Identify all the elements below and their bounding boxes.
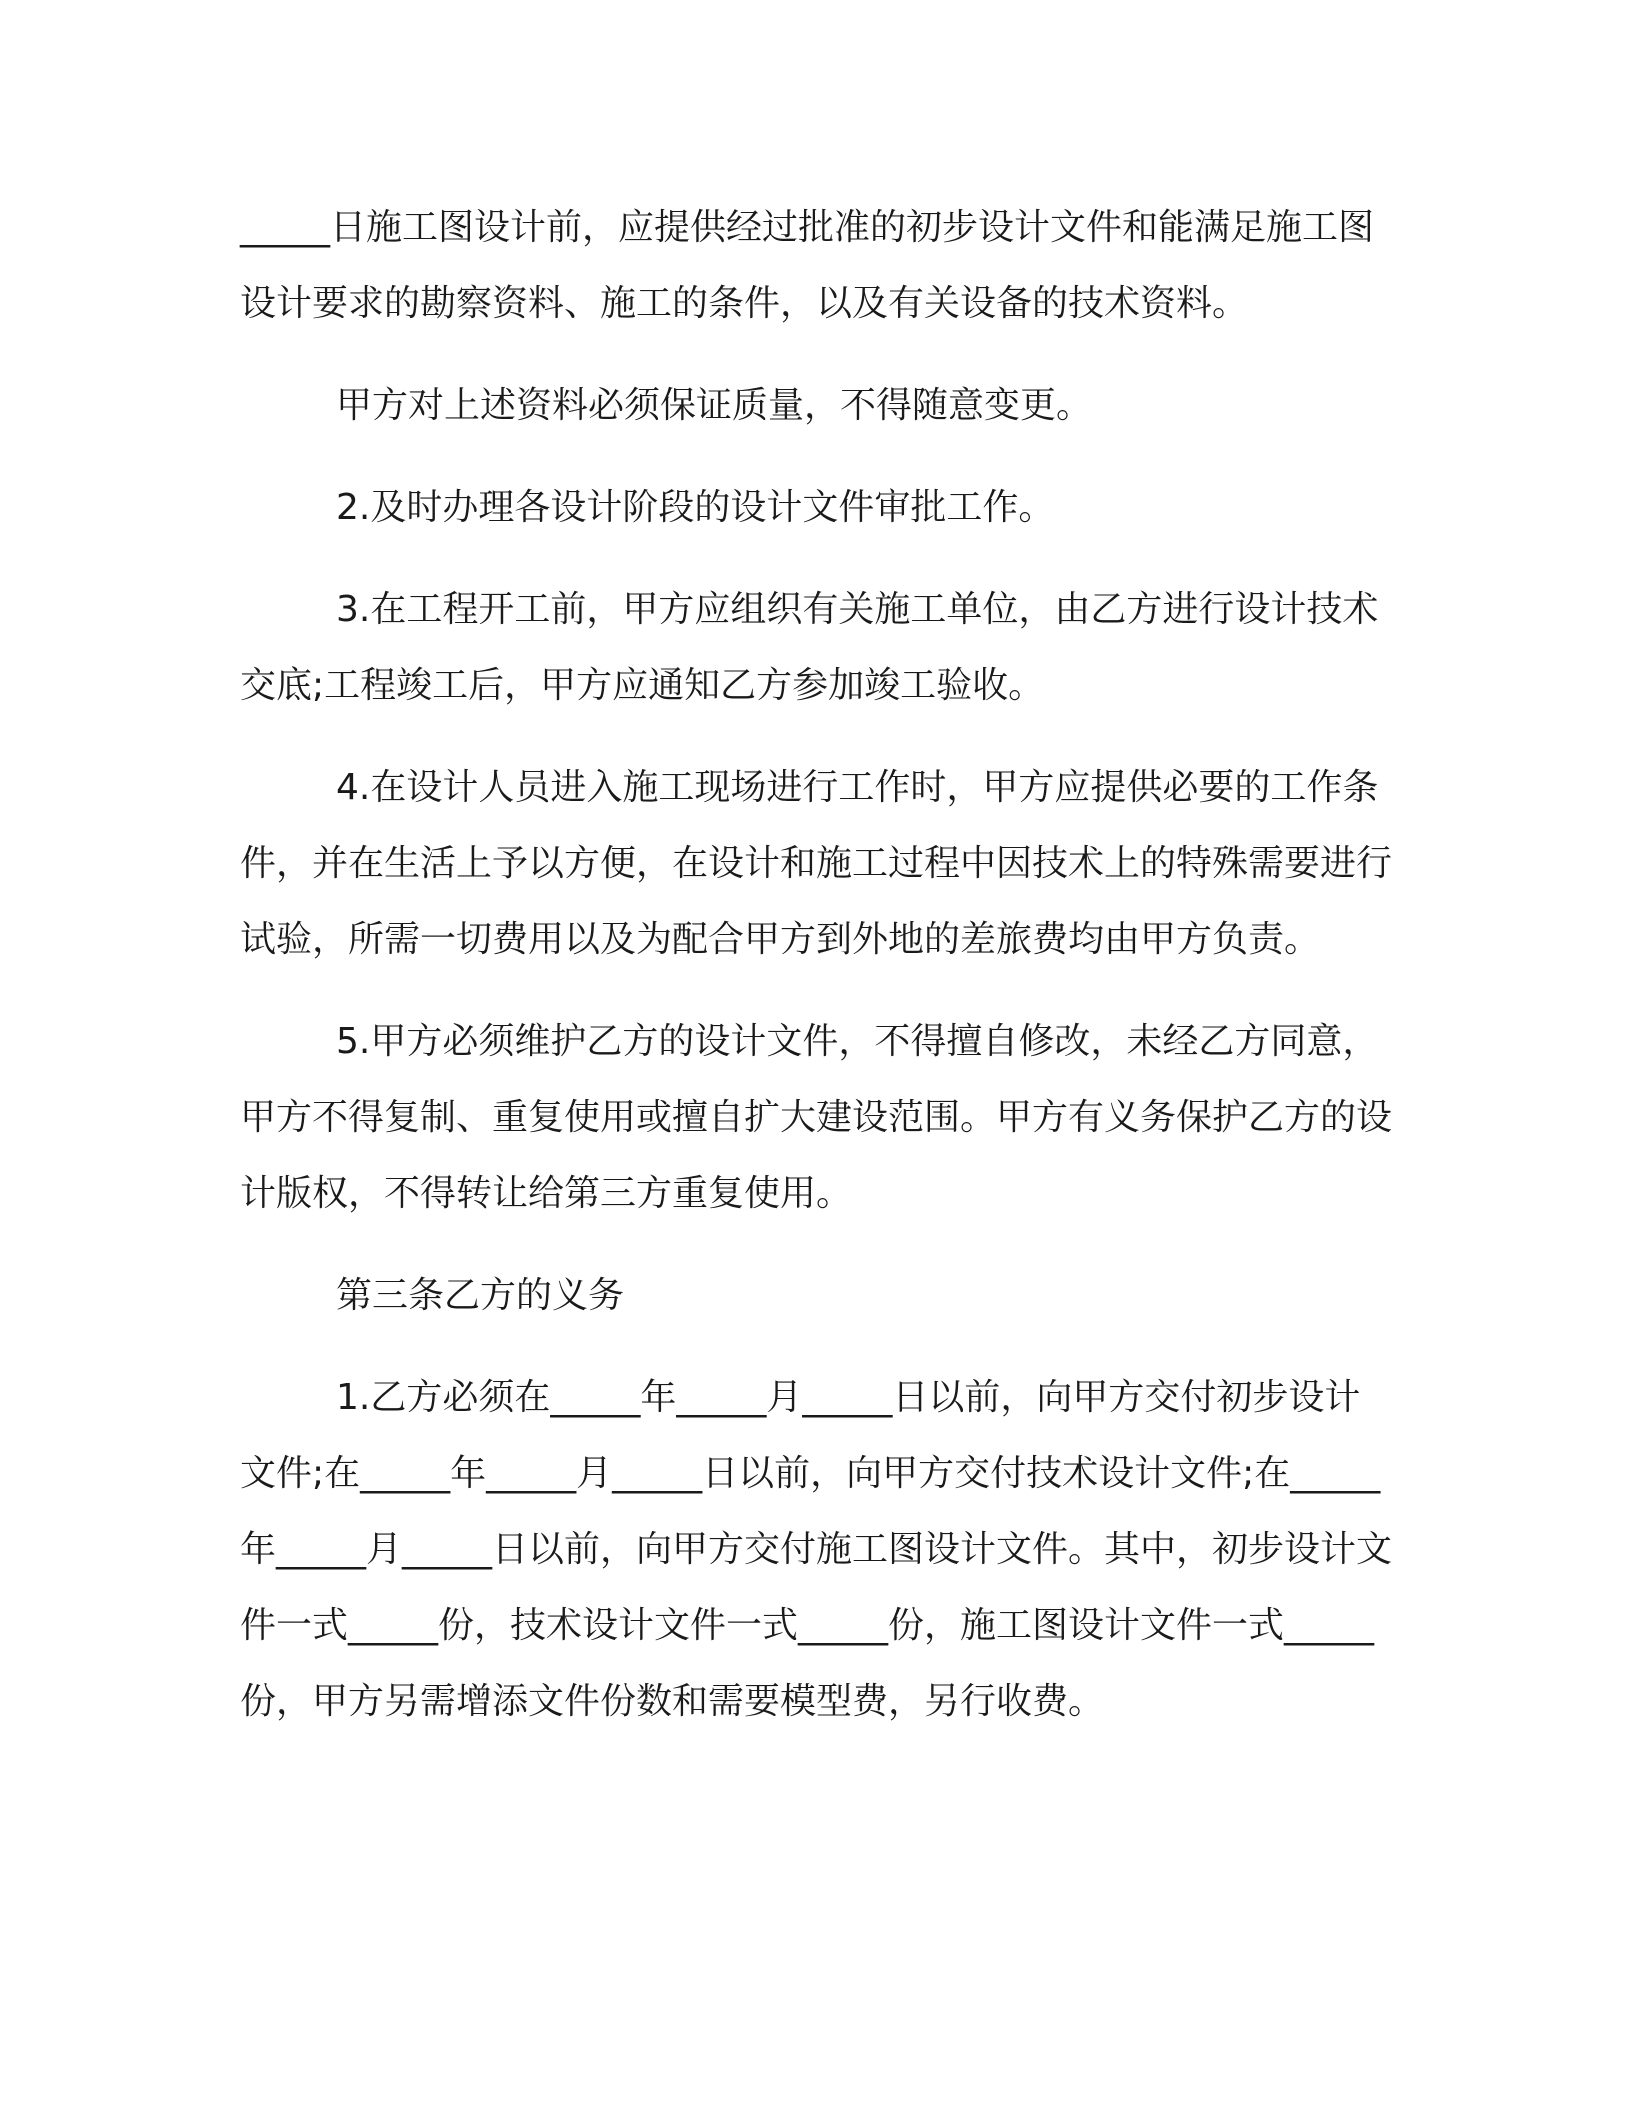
paragraph-8: 1.乙方必须在_____年_____月_____日以前，向甲方交付初步设计文件;在_____年_____月_____日以前，向甲方交付技术设计文件;在_____年_____月_____日以前，向甲方交付施工图设计文件。其中，初步设计文件一式_____份，技术设计文件一式_____份，施工图设计文件一式_____份，甲方另需增添文件份数和需要模型费，另行收费。 bbox=[240, 1377, 1393, 1722]
paragraph-1: _____日施工图设计前，应提供经过批准的初步设计文件和能满足施工图设计要求的勘察资料、施工的条件，以及有关设备的技术资料。 bbox=[240, 207, 1375, 324]
paragraph-3: 2.及时办理各设计阶段的设计文件审批工作。 bbox=[336, 487, 1055, 528]
document-body bbox=[240, 190, 1396, 1766]
paragraph-6: 5.甲方必须维护乙方的设计文件，不得擅自修改，未经乙方同意，甲方不得复制、重复使用或擅自扩大建设范围。甲方有义务保护乙方的设计版权，不得转让给第三方重复使用。 bbox=[240, 1021, 1393, 1214]
paragraph-2: 甲方对上述资料必须保证质量，不得随意变更。 bbox=[336, 385, 1093, 426]
paragraph-5: 4.在设计人员进入施工现场进行工作时，甲方应提供必要的工作条件，并在生活上予以方便，在设计和施工过程中因技术上的特殊需要进行试验，所需一切费用以及为配合甲方到外地的差旅费均由甲方负责。 bbox=[240, 767, 1393, 960]
paragraph-4: 3.在工程开工前，甲方应组织有关施工单位，由乙方进行设计技术交底;工程竣工后，甲方应通知乙方参加竣工验收。 bbox=[240, 589, 1379, 706]
section-heading: 第三条乙方的义务 bbox=[336, 1275, 625, 1316]
